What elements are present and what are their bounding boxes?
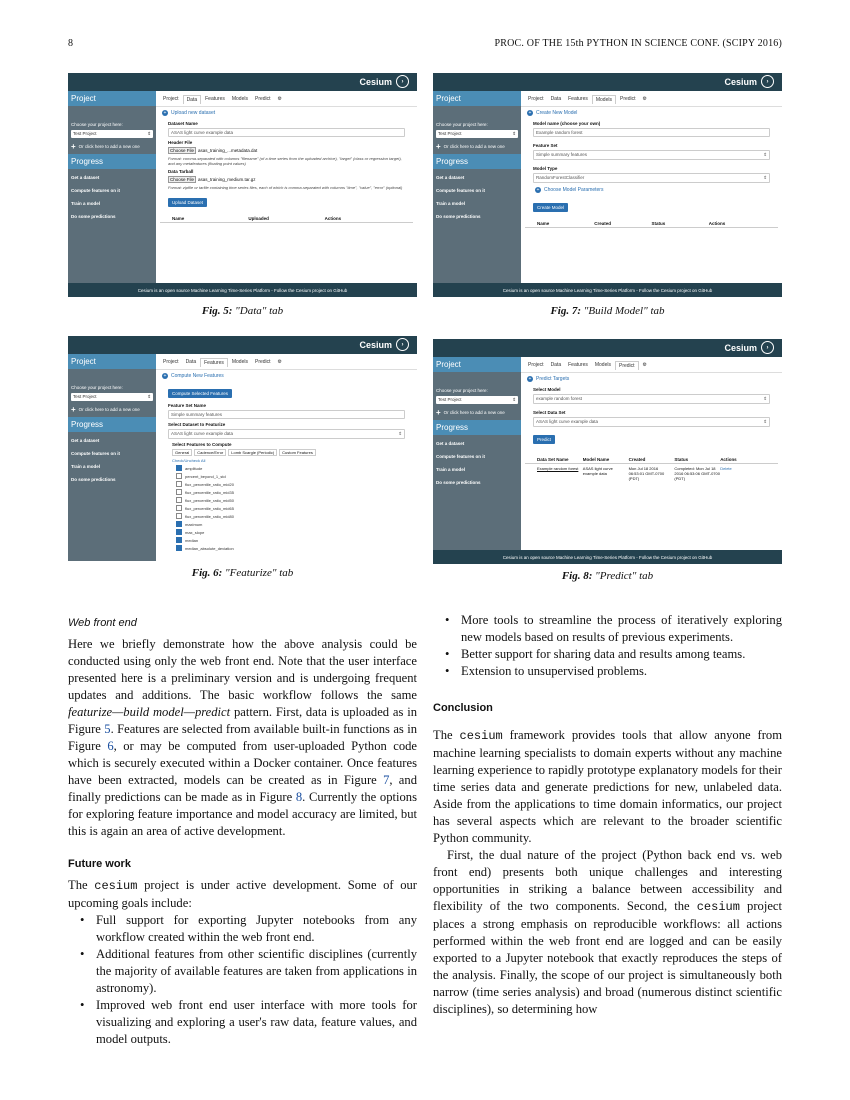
figure-5-caption — [68, 305, 417, 317]
choose-project-label: Choose your project here: — [436, 122, 488, 127]
feature-checkbox-row[interactable] — [156, 520, 417, 528]
tab-project[interactable]: Project — [163, 96, 179, 102]
figure-8-screenshot — [433, 339, 782, 564]
select-model-label: Select Model — [533, 387, 561, 392]
cell-dataset[interactable]: Example random forest — [537, 466, 579, 471]
section-web-front-end: Web front end — [68, 617, 137, 629]
plus-circle-icon: + — [536, 187, 540, 193]
tab-predict[interactable]: Predict — [615, 361, 639, 370]
plus-icon: + — [71, 405, 76, 414]
feature-checkbox-row[interactable] — [156, 488, 417, 496]
figure-7-text: "Build Model" tab — [583, 305, 665, 317]
upload-dataset-label: Upload new dataset — [171, 110, 216, 116]
fw-text-2: project is under active development. Some of our upcoming goals include: — [68, 878, 418, 910]
feature-checkbox-row[interactable] — [156, 544, 417, 552]
figure-6-caption — [68, 567, 417, 579]
plus-circle-icon: + — [163, 110, 167, 116]
feature-checkbox-row[interactable] — [156, 536, 417, 544]
app-topbar — [433, 339, 782, 357]
add-project-link[interactable] — [433, 405, 521, 420]
brand-name: Cesium — [724, 342, 757, 353]
col-created: Created — [594, 221, 612, 226]
unchecked-checkbox-icon[interactable] — [176, 513, 182, 519]
select-arrow-icon: ⇕ — [398, 431, 402, 436]
checked-checkbox-icon[interactable] — [176, 529, 182, 535]
figure-5-label: Fig. 5: — [201, 305, 233, 317]
ref-figure-7[interactable]: 7 — [383, 773, 390, 787]
upload-dataset-button[interactable]: Upload Dataset — [168, 198, 207, 207]
add-project-label: Or click here to add a new one — [78, 144, 140, 149]
list-item: • Extension to unsupervised problems. — [461, 663, 782, 680]
col-status: Status — [674, 457, 689, 462]
figure-7-screenshot — [433, 73, 782, 297]
predict-targets-link[interactable] — [521, 373, 782, 385]
tab-models[interactable]: Models — [231, 96, 248, 102]
check-all-link[interactable]: Check/Uncheck All — [172, 458, 206, 463]
ftab-general[interactable]: General — [172, 449, 192, 456]
select-dataset-label: Select Dataset to Featurize — [168, 422, 226, 427]
brand-name: Cesium — [724, 76, 757, 87]
table-row — [525, 464, 778, 483]
predictions-table-header — [525, 447, 778, 464]
app-topbar — [68, 336, 417, 354]
tab-predict[interactable]: Predict — [619, 96, 636, 102]
feature-label: maximum — [185, 521, 203, 527]
sidebar — [433, 357, 521, 564]
choose-project-label: Choose your project here: — [436, 388, 488, 393]
tab-data[interactable]: Data — [185, 359, 197, 365]
wfe-text-4: , or may be computed from user-uploaded Python code which is securely executed within a Docker container. Once features have been extracted, models can be created as in Figure — [68, 739, 418, 787]
c1-cesium: cesium — [459, 729, 503, 743]
figure-5-screenshot — [68, 73, 417, 297]
tab-project[interactable]: Project — [163, 359, 179, 365]
future-work-paragraph — [68, 877, 417, 912]
cesium-logo-icon: › — [396, 75, 409, 88]
datasets-table-header — [160, 210, 413, 223]
model-type-label: Model Type — [533, 166, 558, 171]
data-file-name: asas_training_medium.tar.gz — [198, 177, 256, 182]
feature-label: median_absolute_deviation — [185, 545, 234, 551]
delete-link[interactable]: Delete — [720, 466, 732, 471]
nav-predictions[interactable]: Do some predictions — [436, 480, 481, 485]
choose-project-label: Choose your project here: — [71, 122, 123, 127]
brand[interactable] — [359, 75, 409, 88]
select-arrow-icon: ⇕ — [147, 131, 151, 136]
upload-dataset-link[interactable] — [156, 107, 417, 119]
unchecked-checkbox-icon[interactable] — [176, 505, 182, 511]
col-status: Status — [651, 221, 666, 226]
project-select-value: Test Project — [73, 394, 97, 399]
app-footer: Cesium is an open source Machine Learning Time-Series Platform - Follow the Cesium project on GitHub — [433, 283, 782, 297]
nav-compute-features[interactable]: Compute features on it — [436, 454, 486, 459]
list-item: • Full support for exporting Jupyter notebooks from any workflow created within the web front end. — [96, 912, 417, 946]
feature-checkbox-row[interactable] — [156, 512, 417, 520]
brand[interactable] — [724, 75, 774, 88]
select-dataset-dropdown[interactable] — [533, 417, 770, 427]
nav-get-dataset[interactable]: Get a dataset — [71, 438, 100, 443]
main-panel — [521, 357, 782, 564]
add-project-link[interactable] — [433, 139, 521, 154]
sidebar-progress-heading: Progress — [433, 420, 521, 435]
list-item: • Better support for sharing data and results among teams. — [461, 646, 782, 663]
model-params-label: Choose Model Parameters — [544, 187, 604, 193]
nav-train-model[interactable]: Train a model — [436, 467, 466, 472]
sidebar-project-heading: Project — [433, 357, 521, 372]
add-project-link[interactable] — [68, 402, 156, 417]
add-project-label: Or click here to add a new one — [443, 144, 505, 149]
select-dataset-dropdown[interactable] — [168, 429, 405, 439]
plus-circle-icon: + — [528, 376, 532, 382]
col-uploaded: Uploaded — [248, 216, 269, 221]
nav-predictions[interactable]: Do some predictions — [71, 477, 116, 482]
plus-icon: + — [71, 142, 76, 151]
checked-checkbox-icon[interactable] — [176, 465, 182, 471]
header-file-name: asas_training_...metadata.dat — [198, 148, 258, 153]
c1-text-2: framework provides tools that allow anyone from machine learning specialists to domain experts without any machine learning experience to rapidly prototype explanatory models for their time series data and generate predictions for new, unlabeled data. Aside from the applications to time domain informatics, our project has several aspects which are relevant to the broader scientific Python community. — [433, 728, 783, 845]
tab-predict[interactable]: Predict — [254, 359, 271, 365]
brand-name: Cesium — [359, 339, 392, 350]
figure-8-label: Fig. 8: — [561, 570, 593, 582]
compute-features-label: Compute New Features — [171, 373, 224, 379]
nav-train-model[interactable]: Train a model — [71, 201, 101, 206]
sidebar-project-heading: Project — [68, 354, 156, 369]
tab-bar — [521, 91, 782, 107]
figure-8-caption — [433, 570, 782, 582]
plus-circle-icon: + — [528, 110, 532, 116]
wfe-pattern: featurize—build model—predict — [68, 705, 231, 719]
nav-get-dataset[interactable]: Get a dataset — [436, 441, 465, 446]
running-header: PROC. OF THE 15th PYTHON IN SCIENCE CONF. (SCIPY 2016) — [494, 38, 782, 49]
ref-figure-5[interactable]: 5 — [104, 722, 111, 736]
unchecked-checkbox-icon[interactable] — [176, 497, 182, 503]
figure-8-text: "Predict" tab — [595, 570, 654, 582]
tab-models[interactable]: Models — [592, 95, 616, 104]
header-file-picker[interactable] — [156, 146, 417, 155]
ref-figure-8[interactable]: 8 — [295, 790, 303, 804]
ftab-cadence[interactable]: Cadence/Error — [194, 449, 226, 456]
feature-label: flux_percentile_ratio_mid20 — [185, 481, 234, 487]
feature-set-select[interactable] — [533, 150, 770, 160]
feature-label: amplitude — [185, 465, 203, 471]
left-column — [68, 615, 417, 1048]
web-front-end-paragraph — [68, 636, 417, 840]
help-icon[interactable]: ⚙ — [642, 96, 648, 102]
select-arrow-icon: ⇕ — [512, 397, 516, 402]
tab-features[interactable]: Features — [568, 96, 588, 102]
sidebar-progress-heading: Progress — [68, 154, 156, 169]
feature-set-name-label: Feature Set Name — [168, 403, 207, 408]
right-column — [433, 612, 782, 1018]
feature-checkbox-list — [156, 464, 417, 552]
main-panel — [156, 354, 417, 561]
cell-model: ASAS light curve example data — [582, 466, 613, 476]
figure-5-text: "Data" tab — [235, 305, 284, 317]
section-conclusion: Conclusion — [433, 702, 493, 714]
help-icon[interactable]: ⚙ — [642, 362, 648, 368]
ftab-lomb[interactable]: Lomb Scargle (Periodic) — [228, 449, 277, 456]
sidebar — [433, 91, 521, 297]
col-actions: Actions — [720, 457, 737, 462]
nav-predictions[interactable]: Do some predictions — [436, 214, 481, 219]
figure-6-text: "Featurize" tab — [225, 567, 294, 579]
tab-data[interactable]: Data — [183, 95, 202, 104]
model-name-input[interactable]: Example random forest — [533, 128, 770, 137]
compute-features-link[interactable] — [156, 370, 417, 382]
feature-checkbox-row[interactable] — [156, 504, 417, 512]
col-actions: Actions — [708, 221, 726, 226]
sidebar-progress-heading: Progress — [68, 417, 156, 432]
data-file-picker[interactable] — [156, 175, 417, 184]
feature-checkbox-row[interactable] — [156, 496, 417, 504]
add-project-label: Or click here to add a new one — [78, 407, 140, 412]
feature-label: flux_percentile_ratio_mid35 — [185, 489, 234, 495]
cesium-logo-icon: › — [396, 338, 409, 351]
future-work-list — [68, 912, 417, 1048]
feature-label: flux_percentile_ratio_mid80 — [185, 513, 234, 519]
model-name-label: Model name (choose your own) — [533, 121, 601, 126]
unchecked-checkbox-icon[interactable] — [176, 481, 182, 487]
list-item: • Additional features from other scientific disciplines (currently the majority of available features are taken from applications in astronomy). — [96, 946, 417, 997]
feature-label: max_slope — [185, 529, 205, 535]
feature-set-name-input[interactable]: Simple summary features — [168, 410, 405, 419]
feature-checkbox-row[interactable] — [156, 472, 417, 480]
sidebar-project-heading: Project — [68, 91, 156, 106]
sidebar-project-heading: Project — [433, 91, 521, 106]
checked-checkbox-icon[interactable] — [176, 537, 182, 543]
create-model-label: Create New Model — [536, 110, 578, 116]
brand-name: Cesium — [359, 76, 392, 87]
conclusion-paragraph-1 — [433, 727, 782, 847]
dataset-name-label: Dataset Name — [168, 121, 198, 126]
checked-checkbox-icon[interactable] — [176, 545, 182, 551]
cesium-logo-icon: › — [761, 341, 774, 354]
fw-cesium: cesium — [94, 879, 138, 893]
future-work-list-cont — [433, 612, 782, 680]
figure-7-label: Fig. 7: — [550, 305, 582, 317]
add-project-link[interactable] — [68, 139, 156, 154]
project-select-value: Test Project — [438, 131, 462, 136]
dataset-name-input[interactable]: ASAS light curve example data — [168, 128, 405, 137]
section-future-work: Future work — [68, 858, 131, 870]
wfe-text-5: , and finally predictions can be made as in Figure — [68, 773, 417, 804]
ftab-custom[interactable]: Custom Features — [279, 449, 316, 456]
data-file-hint: Format: zipfile or tarfile containing time series files, each of which is comma-separated with columns "time", "value", "error" (optional) — [168, 185, 403, 190]
c2-text-1: First, the dual nature of the project (Python back end vs. web front end) presents both unique challenges and interesting opportunities in striking a balance between accessibility and flexibility of the two components. Second, the — [433, 848, 782, 913]
choose-project-label: Choose your project here: — [71, 385, 123, 390]
wfe-text-2: pattern. First, data is uploaded as in Figure — [68, 705, 417, 736]
app-topbar — [68, 73, 417, 91]
wfe-text-3: . Features are selected from available built-in functions as in Figure — [68, 722, 418, 753]
nav-compute-features[interactable]: Compute features on it — [71, 188, 121, 193]
select-arrow-icon: ⇕ — [763, 152, 767, 157]
model-type-value: RandomForestClassifier — [536, 175, 585, 180]
tab-bar — [156, 91, 417, 107]
predict-button[interactable]: Predict — [533, 435, 555, 444]
brand[interactable] — [724, 341, 774, 354]
unchecked-checkbox-icon[interactable] — [176, 489, 182, 495]
checked-checkbox-icon[interactable] — [176, 521, 182, 527]
main-panel — [521, 91, 782, 297]
feature-checkbox-row[interactable] — [156, 528, 417, 536]
app-footer: Cesium is an open source Machine Learning Time-Series Platform - Follow the Cesium project on GitHub — [68, 283, 417, 297]
tab-project[interactable]: Project — [528, 96, 544, 102]
tab-models[interactable]: Models — [231, 359, 248, 365]
col-actions: Actions — [324, 216, 342, 221]
select-model-dropdown[interactable] — [533, 394, 770, 404]
feature-label: median — [185, 537, 199, 543]
feature-label: flux_percentile_ratio_mid65 — [185, 505, 234, 511]
select-arrow-icon: ⇕ — [763, 175, 767, 180]
feature-checkbox-row[interactable] — [156, 480, 417, 488]
help-icon[interactable]: ⚙ — [277, 96, 283, 102]
tab-project[interactable]: Project — [528, 362, 544, 368]
header-file-label: Header File — [168, 140, 193, 145]
select-arrow-icon: ⇕ — [763, 419, 767, 424]
plus-icon: + — [436, 142, 441, 151]
plus-icon: + — [436, 408, 441, 417]
figure-7-caption — [433, 305, 782, 317]
nav-train-model[interactable]: Train a model — [436, 201, 466, 206]
select-arrow-icon: ⇕ — [512, 131, 516, 136]
nav-train-model[interactable]: Train a model — [71, 464, 101, 469]
tab-predict[interactable]: Predict — [254, 96, 271, 102]
tab-data[interactable]: Data — [550, 96, 562, 102]
create-model-button[interactable]: Create Model — [533, 203, 568, 212]
feature-set-label: Feature Set — [533, 143, 558, 148]
c2-text-2: project places a strong emphasis on reproducible workflows: all actions performed within the web front end are logged and can be easily exported to a Jupyter notebook that exactly reproduces the steps of the analysis. Finally, the scope of our project is simultaneously both narrow (time series analysis) and broad (numerous distinct scientific disciplines), so determining how — [433, 899, 782, 1016]
sidebar — [68, 91, 156, 297]
cesium-logo-icon: › — [761, 75, 774, 88]
models-table-header — [525, 215, 778, 228]
predict-targets-label: Predict Targets — [536, 376, 570, 382]
nav-predictions[interactable]: Do some predictions — [71, 214, 116, 219]
tab-bar — [156, 354, 417, 370]
model-params-link[interactable] — [521, 184, 782, 196]
nav-compute-features[interactable]: Compute features on it — [436, 188, 486, 193]
list-item: • Improved web front end user interface with more tools for visualizing and exploring a user's raw data, feature values, and model outputs. — [96, 997, 417, 1048]
tab-models[interactable]: Models — [594, 362, 611, 368]
project-select[interactable] — [436, 130, 518, 138]
ref-figure-6[interactable]: 6 — [107, 739, 114, 753]
c1-text-1: The — [433, 728, 460, 742]
feature-label: flux_percentile_ratio_mid50 — [185, 497, 234, 503]
sidebar-progress-heading: Progress — [433, 154, 521, 169]
figure-6-screenshot — [68, 336, 417, 561]
col-dataset: Data Set Name — [537, 457, 569, 462]
wfe-text-6: . Currently the options for exploring feature importance and model accuracy are limited, but this is again an area of active development. — [68, 790, 417, 838]
tab-data[interactable]: Data — [550, 362, 562, 368]
main-panel — [156, 91, 417, 297]
fw-text-1: The — [68, 878, 95, 892]
col-name: Name — [537, 221, 550, 226]
unchecked-checkbox-icon[interactable] — [176, 473, 182, 479]
tab-bar — [521, 357, 782, 373]
project-select[interactable] — [71, 130, 153, 138]
select-model-value: example random forest — [536, 396, 583, 401]
nav-get-dataset[interactable]: Get a dataset — [71, 175, 100, 180]
feature-checkbox-row[interactable] — [156, 464, 417, 472]
brand[interactable] — [359, 338, 409, 351]
app-footer: Cesium is an open source Machine Learning Time-Series Platform - Follow the Cesium project on GitHub — [433, 550, 782, 564]
sidebar — [68, 354, 156, 561]
create-model-link[interactable] — [521, 107, 782, 119]
col-created: Created — [628, 457, 646, 462]
figure-6-label: Fig. 6: — [191, 567, 223, 579]
project-select-value: Test Project — [73, 131, 97, 136]
cell-status: Completed: Mon Jul 18 2016 06:53:06 GMT-0700 (PDT) — [674, 466, 720, 481]
feature-set-value: Simple summary features — [536, 152, 588, 157]
list-item: • More tools to streamline the process of iteratively exploring new models based on results of previous experiments. — [461, 612, 782, 646]
tab-features[interactable]: Features — [200, 358, 228, 367]
project-select[interactable] — [71, 393, 153, 401]
header-file-hint: Format: comma-separated with columns "filename" (of a time series from the uploaded archive), "target" (class or regression target), and any metafeatures (floating point values) — [168, 156, 402, 166]
conclusion-paragraph-2 — [433, 847, 782, 1018]
col-model: Model Name — [582, 457, 610, 462]
select-dataset-value: ASAS light curve example data — [536, 419, 599, 424]
compute-selected-button[interactable]: Compute Selected Features — [168, 389, 232, 398]
col-name: Name — [172, 216, 185, 221]
feature-category-tabs — [156, 448, 417, 457]
select-arrow-icon: ⇕ — [147, 394, 151, 399]
choose-file-button[interactable]: Choose File — [170, 148, 195, 153]
select-arrow-icon: ⇕ — [763, 396, 767, 401]
feature-label: percent_beyond_1_std — [185, 473, 226, 479]
tab-features[interactable]: Features — [568, 362, 588, 368]
nav-get-dataset[interactable]: Get a dataset — [436, 175, 465, 180]
add-project-label: Or click here to add a new one — [443, 410, 505, 415]
cell-created: Mon Jul 18 2016 06:53:01 GMT-0700 (PDT) — [628, 466, 665, 481]
select-features-label: Select Features to Compute — [172, 442, 232, 447]
c2-cesium: cesium — [696, 900, 740, 914]
project-select-value: Test Project — [438, 397, 462, 402]
choose-file-button[interactable]: Choose File — [170, 177, 195, 182]
nav-compute-features[interactable]: Compute features on it — [71, 451, 121, 456]
plus-circle-icon: + — [163, 373, 167, 379]
project-select[interactable] — [436, 396, 518, 404]
app-topbar — [433, 73, 782, 91]
wfe-text-1: Here we briefly demonstrate how the above analysis could be conducted using only the web front end. Note that the user interface presented here is a preliminary version and is undergoing frequent updates and additions. The basic workflow follows the same — [68, 637, 417, 702]
help-icon[interactable]: ⚙ — [277, 359, 283, 365]
tab-features[interactable]: Features — [205, 96, 225, 102]
select-dataset-label: Select Data Set — [533, 410, 566, 415]
select-dataset-value: ASAS light curve example data — [171, 431, 234, 436]
page-number: 8 — [68, 38, 74, 49]
model-type-select[interactable] — [533, 173, 770, 183]
data-tarball-label: Data Tarball — [168, 169, 194, 174]
